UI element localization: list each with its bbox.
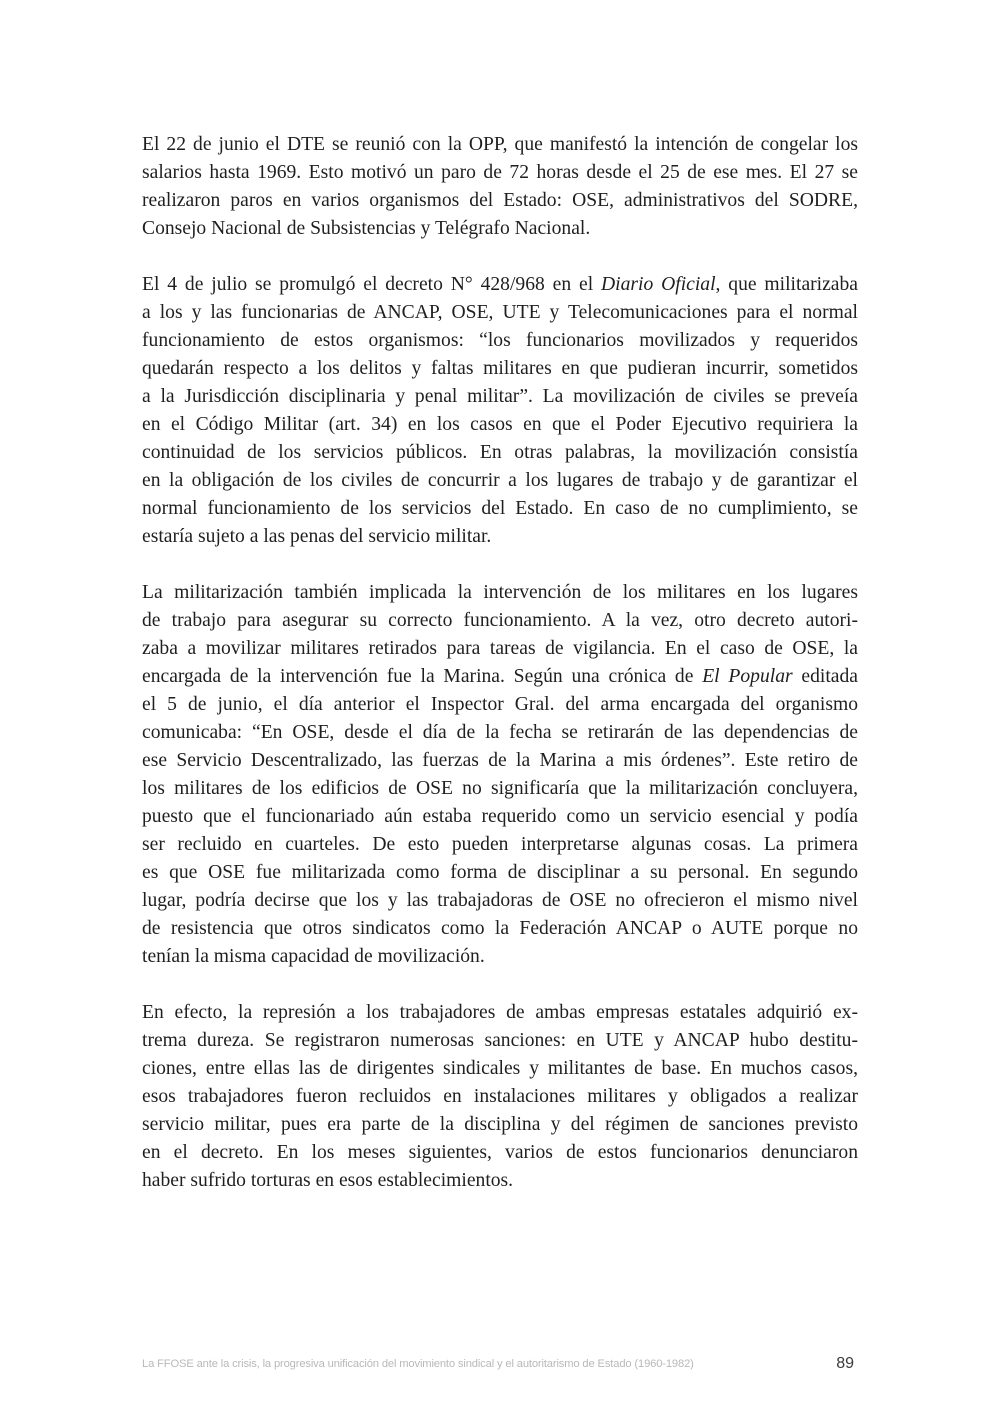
text-line: encargada de la intervención fue la Marina. Según una crónica de El Popular editada	[142, 666, 858, 687]
text-line: ciones, entre ellas las de dirigentes sindicales y militantes de base. En muchos casos,	[142, 1058, 858, 1079]
text-line: funcionamiento de estos organismos: “los funcionarios movilizados y requeridos	[142, 330, 858, 351]
text-line: los militares de los edificios de OSE no significaría que la militarización concluyera,	[142, 778, 858, 799]
text-line: ese Servicio Descentralizado, las fuerzas de la Marina a mis órdenes”. Este retiro de	[142, 750, 858, 771]
text-line: lugar, podría decirse que los y las trabajadoras de OSE no ofrecieron el mismo nivel	[142, 890, 858, 911]
text-line: trema dureza. Se registraron numerosas sanciones: en UTE y ANCAP hubo destitu-	[142, 1030, 858, 1051]
text-line: tenían la misma capacidad de movilización.	[142, 946, 485, 967]
text-line: en la obligación de los civiles de concurrir a los lugares de trabajo y de garantizar el	[142, 470, 858, 491]
text-line: ser recluido en cuarteles. De esto pueden interpretarse algunas cosas. La primera	[142, 834, 858, 855]
text-line: comunicaba: “En OSE, desde el día de la fecha se retirarán de las dependencias de	[142, 722, 858, 743]
text-line: en el decreto. En los meses siguientes, varios de estos funcionarios denunciaron	[142, 1142, 858, 1163]
text-line: a la Jurisdicción disciplinaria y penal militar”. La movilización de civiles se preveía	[142, 386, 858, 407]
paragraph-1	[142, 131, 858, 243]
running-title: La FFOSE ante la crisis, la progresiva unificación del movimiento sindical y el autoritarismo de Estado (1960-1982)	[142, 1358, 694, 1370]
text-line: es que OSE fue militarizada como forma de disciplinar a su personal. En segundo	[142, 862, 858, 883]
text-line: de resistencia que otros sindicatos como la Federación ANCAP o AUTE porque no	[142, 918, 858, 939]
text-line: En efecto, la represión a los trabajadores de ambas empresas estatales adquirió ex-	[142, 1002, 858, 1023]
text-line: haber sufrido torturas en esos establecimientos.	[142, 1170, 514, 1191]
text-line: realizaron paros en varios organismos del Estado: OSE, administrativos del SODRE,	[142, 190, 858, 211]
italic-title: Diario Oficial	[601, 274, 716, 295]
text-line: a los y las funcionarias de ANCAP, OSE, UTE y Telecomunicaciones para el normal	[142, 302, 858, 323]
text-line: zaba a movilizar militares retirados para tareas de vigilancia. En el caso de OSE, la	[142, 638, 858, 659]
body-text	[142, 131, 858, 1195]
text-line: El 4 de julio se promulgó el decreto N° 428/968 en el Diario Oficial, que militarizaba	[142, 274, 858, 295]
paragraph-4	[142, 999, 858, 1195]
paragraph-2	[142, 271, 858, 551]
text-line: continuidad de los servicios públicos. En otras palabras, la movilización consistía	[142, 442, 858, 463]
italic-title: El Popular	[702, 666, 793, 687]
page-number: 89	[836, 1355, 854, 1372]
text-line: quedarán respecto a los delitos y faltas militares en que pudieran incurrir, sometidos	[142, 358, 858, 379]
text-line: en el Código Militar (art. 34) en los casos en que el Poder Ejecutivo requiriera la	[142, 414, 858, 435]
text-line: Consejo Nacional de Subsistencias y Telégrafo Nacional.	[142, 218, 591, 239]
text-line: salarios hasta 1969. Esto motivó un paro de 72 horas desde el 25 de ese mes. El 27 se	[142, 162, 858, 183]
paragraph-3	[142, 579, 858, 971]
page-footer	[142, 1355, 858, 1375]
text-line: La militarización también implicada la intervención de los militares en los lugares	[142, 582, 858, 603]
text-line: el 5 de junio, el día anterior el Inspector Gral. del arma encargada del organismo	[142, 694, 858, 715]
text-line: esos trabajadores fueron recluidos en instalaciones militares y obligados a realizar	[142, 1086, 858, 1107]
text-line: puesto que el funcionariado aún estaba requerido como un servicio esencial y podía	[142, 806, 858, 827]
text-line: El 22 de junio el DTE se reunió con la OPP, que manifestó la intención de congelar los	[142, 134, 858, 155]
text-line: servicio militar, pues era parte de la disciplina y del régimen de sanciones previsto	[142, 1114, 858, 1135]
text-line: normal funcionamiento de los servicios del Estado. En caso de no cumplimiento, se	[142, 498, 858, 519]
text-line: estaría sujeto a las penas del servicio militar.	[142, 526, 492, 547]
text-line: de trabajo para asegurar su correcto funcionamiento. A la vez, otro decreto autori-	[142, 610, 858, 631]
